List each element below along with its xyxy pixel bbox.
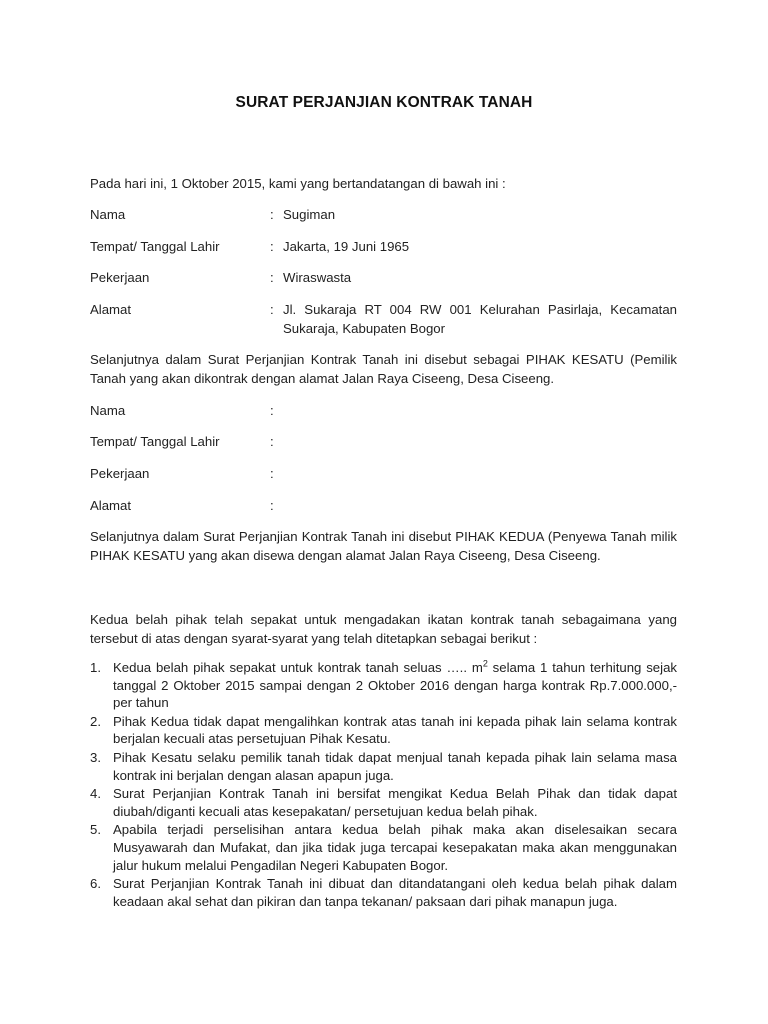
clause-number: 2. — [90, 713, 101, 729]
clause-item — [90, 713, 677, 748]
field-colon: : — [270, 302, 274, 317]
field-label: Alamat — [90, 498, 132, 513]
clause-number: 5. — [90, 822, 101, 838]
field-label: Pekerjaan — [90, 466, 150, 481]
clause-number: 1. — [90, 660, 101, 675]
field-colon: : — [270, 270, 274, 285]
field-colon: : — [270, 207, 274, 222]
field-value: Sugiman — [283, 207, 336, 222]
clause-text: Pihak Kedua tidak dapat mengalihkan kontrak atas tanah ini kepada pihak lain selama kontrak berjalan kecuali atas persetujuan Pihak Kesatu. — [113, 713, 677, 747]
field-label: Tempat/ Tanggal Lahir — [90, 239, 220, 254]
clause-item — [90, 785, 677, 820]
clause-item — [90, 659, 677, 712]
clause-text: Apabila terjadi perselisihan antara kedua belah pihak maka akan diselesaikan secara Musyawarah dan Mufakat, dan jika tidak juga tercapai kesepakatan maka akan menggunakan jalur hukum melalui Pengadilan Negeri Kabupaten Bogor. — [113, 822, 677, 873]
agreement-intro-paragraph: Kedua belah pihak telah sepakat untuk mengadakan ikatan kontrak tanah sebagaimana yang tersebut di atas dengan syarat-syarat yang telah ditetapkan sebagai berikut : — [90, 612, 677, 646]
party2-closing-paragraph: Selanjutnya dalam Surat Perjanjian Kontrak Tanah ini disebut PIHAK KEDUA (Penyewa Tanah milik PIHAK KESATU yang akan disewa dengan alamat Jalan Raya Ciseeng, Desa Ciseeng. — [90, 529, 677, 563]
clause-text: Pihak Kesatu selaku pemilik tanah tidak dapat menjual tanah kepada pihak lain selama masa kontrak ini berjalan dengan alasan apapun juga. — [113, 749, 677, 783]
field-label: Nama — [90, 207, 126, 222]
field-value: Wiraswasta — [283, 270, 352, 285]
field-colon: : — [270, 403, 274, 418]
field-label: Pekerjaan — [90, 270, 150, 285]
clause-text: Surat Perjanjian Kontrak Tanah ini bersifat mengikat Kedua Belah Pihak dan tidak dapat diubah/diganti kecuali atas kesepakatan/ persetujuan kedua belah pihak. — [113, 786, 677, 819]
clause-text: Surat Perjanjian Kontrak Tanah ini dibuat dan ditandatangani oleh kedua belah pihak dalam keadaan akal sehat dan pikiran dan tanpa tekanan/ paksaan dari pihak manapun juga. — [113, 876, 677, 909]
field-label: Nama — [90, 403, 126, 418]
clause-item — [90, 875, 677, 910]
clause-number: 6. — [90, 876, 101, 892]
superscript: 2 — [482, 658, 488, 669]
intro-paragraph: Pada hari ini, 1 Oktober 2015, kami yang bertandatangan di bawah ini : — [90, 176, 506, 191]
field-colon: : — [270, 498, 274, 513]
field-colon: : — [270, 434, 274, 449]
clause-item — [90, 821, 677, 874]
clause-number: 3. — [90, 749, 101, 765]
clauses-list — [90, 659, 677, 910]
clause-text: Kedua belah pihak sepakat untuk kontrak tanah seluas ….. $m^2$ selama 1 tahun terhitung sejak tanggal 2 Oktober 2015 sampai dengan 2 Oktober 2016 dengan harga kontrak Rp.7.000.000,- per tahun — [113, 658, 678, 711]
party1-closing-paragraph: Selanjutnya dalam Surat Perjanjian Kontrak Tanah ini disebut sebagai PIHAK KESATU (Pemilik Tanah yang akan dikontrak dengan alamat Jalan Raya Ciseeng, Desa Ciseeng. — [90, 352, 677, 386]
field-label: Alamat — [90, 302, 132, 317]
field-colon: : — [270, 239, 274, 254]
field-colon: : — [270, 466, 274, 481]
field-value: Jl. Sukaraja RT 004 RW 001 Kelurahan Pasirlaja, Kecamatan Sukaraja, Kabupaten Bogor — [283, 302, 677, 336]
clause-item — [90, 749, 677, 784]
clause-number: 4. — [90, 786, 101, 802]
party1-address-row — [90, 300, 677, 338]
field-value: Jakarta, 19 Juni 1965 — [283, 239, 410, 254]
document-title: SURAT PERJANJIAN KONTRAK TANAH — [235, 94, 533, 111]
field-label: Tempat/ Tanggal Lahir — [90, 434, 220, 449]
